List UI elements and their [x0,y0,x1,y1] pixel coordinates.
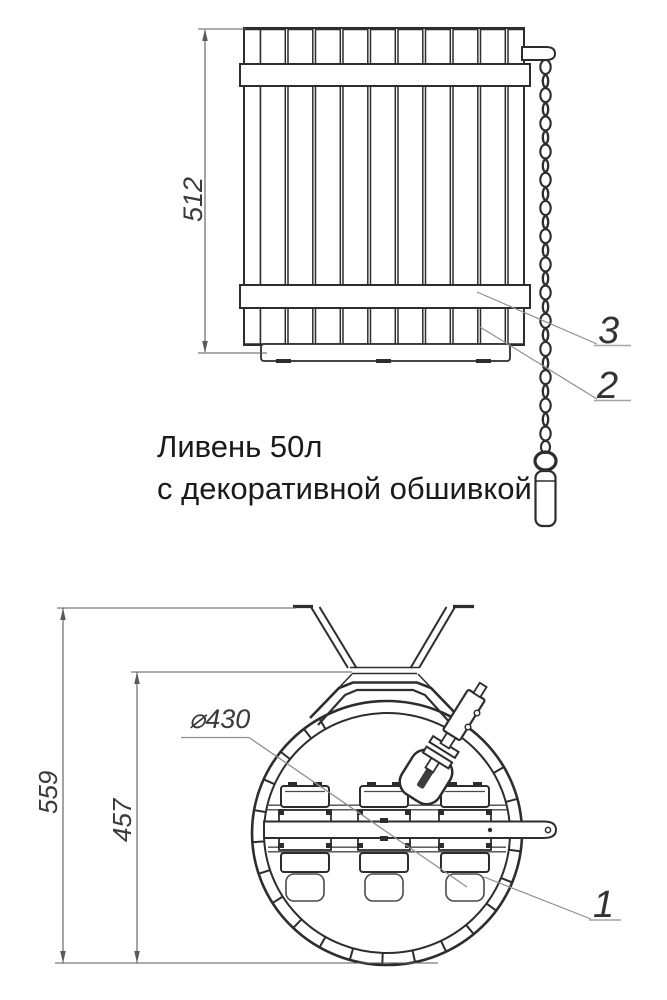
bottom-pad [286,874,324,901]
callout-1 [484,877,621,926]
chain-link [543,301,548,313]
clamp-bolt [438,810,444,815]
top-flange [441,786,489,807]
clamp-bolt [486,843,492,848]
clamp-bolt [278,810,284,815]
chain-link [540,201,550,215]
pull-handle [536,471,556,526]
pivot-rod [264,818,556,841]
chain-link [543,216,548,228]
chain-link [540,145,550,159]
rim-segment-tick [304,729,311,738]
product-title [157,429,532,506]
bottom-flange [441,853,489,872]
chain-link [540,88,550,102]
chain-link [540,342,550,356]
bolt-nub [367,782,376,787]
front-view [157,28,631,526]
chain-ring [535,452,556,470]
tipping-block [278,782,332,901]
chain-link [540,286,550,300]
clamp-bolt [486,810,492,815]
chain-link [543,132,548,144]
chain-link [543,329,548,341]
rim-segment-tick [441,941,446,952]
chain-link [540,116,550,130]
inlet-pipe [522,47,555,60]
valve-stub [473,683,486,697]
rim-segment-tick [281,752,290,759]
base-plate [261,344,510,363]
chain-link [543,160,548,172]
chain-link [543,244,548,256]
clamp-bolt [438,843,444,848]
chain-link [540,229,550,243]
pull-chain [540,60,550,453]
chain-link [543,103,548,115]
callout-2-label: 2 [597,365,619,407]
rod-pin [488,828,492,832]
dim-diameter-label: ⌀430 [189,704,251,734]
chain-link [540,60,550,74]
rim-segment-tick [501,878,512,882]
bolt-nub [288,782,297,787]
rim-segment-tick [254,810,266,812]
chain-link [543,414,548,426]
dim-559-label: 559 [33,770,63,814]
tipping-block [357,782,411,901]
upper-band [240,64,530,86]
chain-link [540,314,550,328]
rim-segment-tick [494,767,504,773]
chain-link [540,427,550,441]
rim-segment-tick [506,799,518,802]
top-view [33,607,621,966]
callout-1-label: 1 [593,884,615,926]
clamp-bolt [405,810,411,815]
bottom-pad [446,874,484,901]
product-title-line2: с декоративной обшивкой [157,471,532,506]
chain-link [540,173,550,187]
dim-512-label: 512 [178,176,208,222]
clamp-bolt [326,843,332,848]
callout-3-label: 3 [598,310,620,352]
dim-457-label: 457 [107,798,137,842]
chain-link [540,257,550,271]
tipping-block [438,782,492,901]
rim-segment-tick [466,925,474,934]
rim-segment-tick [350,948,353,960]
product-title-line1: Ливень 50л [157,429,323,464]
rim-segment-tick [320,937,326,947]
chain-link [543,75,548,87]
rim-segment-tick [252,841,264,842]
rim-segment-tick [509,850,521,852]
chain-link [543,385,548,397]
clamp-bolt [357,843,363,848]
bottom-pad [365,874,403,901]
chain-link [543,273,548,285]
top-flange [281,786,329,807]
tipping-mechanism [278,782,492,901]
rim-segment-tick [264,779,275,784]
rim-segment-tick [293,919,301,928]
bottom-flange [360,853,408,872]
rim-segment-tick [273,897,283,903]
chain-link [543,188,548,200]
mount-bracket [293,607,474,726]
rim-segment-tick [259,870,270,874]
bolt-nub [473,782,482,787]
clamp-bolt [326,810,332,815]
rim-segment-tick [487,904,497,911]
chain-link [540,398,550,412]
bottom-flange [281,853,329,872]
clamp-bolt [278,843,284,848]
rim-segment-tick [413,950,415,962]
chain-link [540,370,550,384]
